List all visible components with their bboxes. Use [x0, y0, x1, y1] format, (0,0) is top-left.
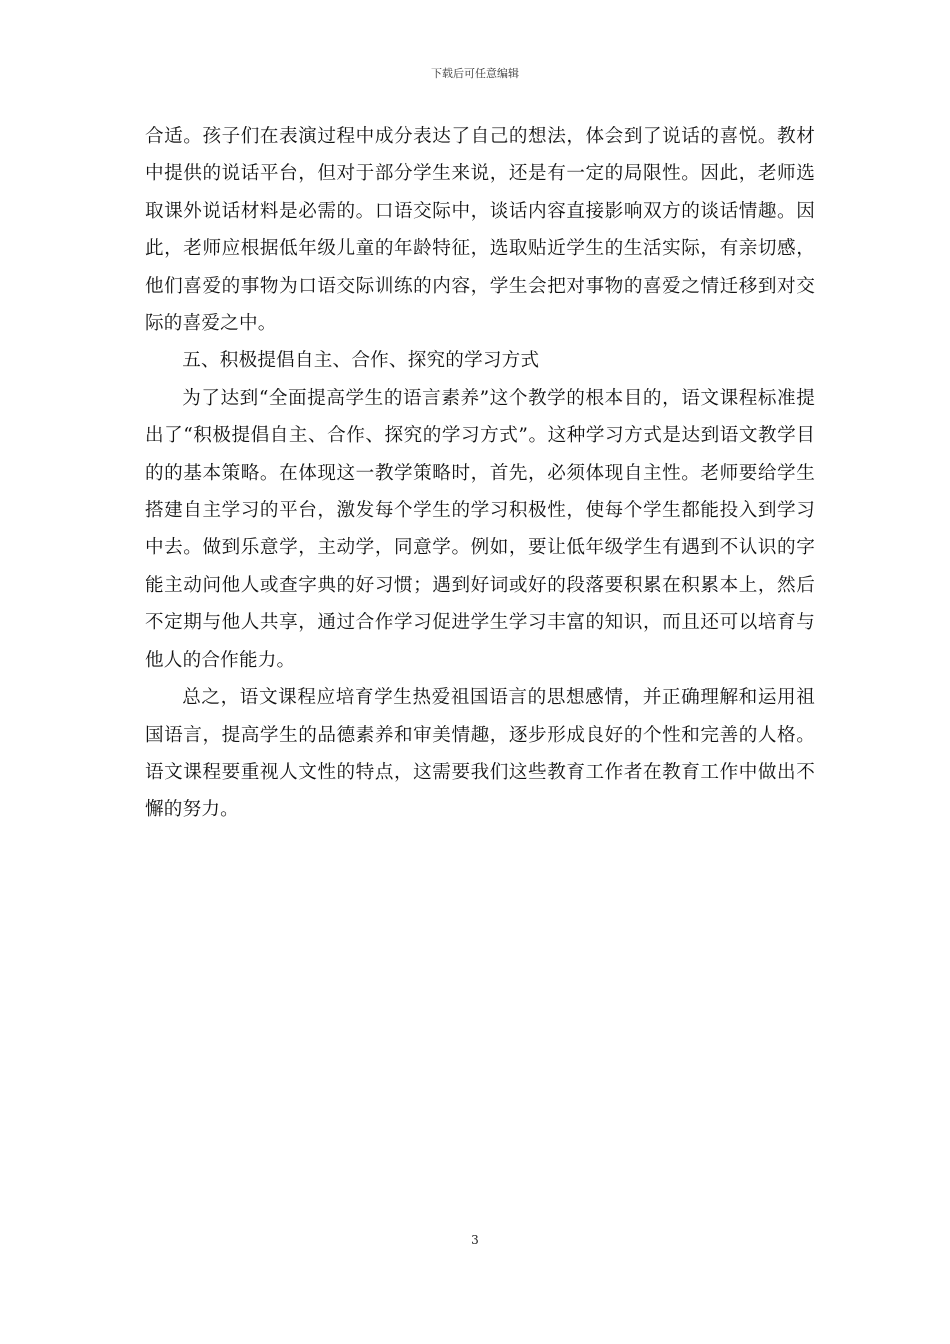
page-header: 下载后可任意编辑: [431, 67, 519, 80]
section-heading: 五、积极提倡自主、合作、探究的学习方式: [182, 350, 540, 372]
paragraph: 为了达到“全面提高学生的语言素养”这个教学的根本目的，语文课程标准提出了“积极提倡自主、合作、探究的学习方式”。这种学习方式是达到语文教学目的的基本策略。在体现这一教学策略时，首先，必须体现自主性。老师要给学生搭建自主学习的平台，激发每个学生的学习积极性，使每个学生都能投入到学习中去。做到乐意学，主动学，同意学。例如，要让低年级学生有遇到不认识的字能主动问他人或查字典的好习惯；遇到好词或好的段落要积累在积累本上，然后不定期与他人共享，通过合作学习促进学生学习丰富的知识，而且还可以培育与他人的合作能力。: [145, 387, 815, 671]
paragraph-continuation: 合适。孩子们在表演过程中成分表达了自己的想法，体会到了说话的喜悦。教材中提供的说话平台，但对于部分学生来说，还是有一定的局限性。因此，老师选取课外说话材料是必需的。口语交际中，谈话内容直接影响双方的谈话情趣。因此，老师应根据低年级儿童的年龄特征，选取贴近学生的生活实际，有亲切感，他们喜爱的事物为口语交际训练的内容，学生会把对事物的喜爱之情迁移到对交际的喜爱之中。: [145, 126, 815, 335]
document-body: [145, 118, 815, 829]
paragraph-conclusion: 总之，语文课程应培育学生热爱祖国语言的思想感情，并正确理解和运用祖国语言，提高学生的品德素养和审美情趣，逐步形成良好的个性和完善的人格。语文课程要重视人文性的特点，这需要我们这些教育工作者在教育工作中做出不懈的努力。: [145, 687, 815, 821]
page-number: 3: [471, 1233, 479, 1247]
